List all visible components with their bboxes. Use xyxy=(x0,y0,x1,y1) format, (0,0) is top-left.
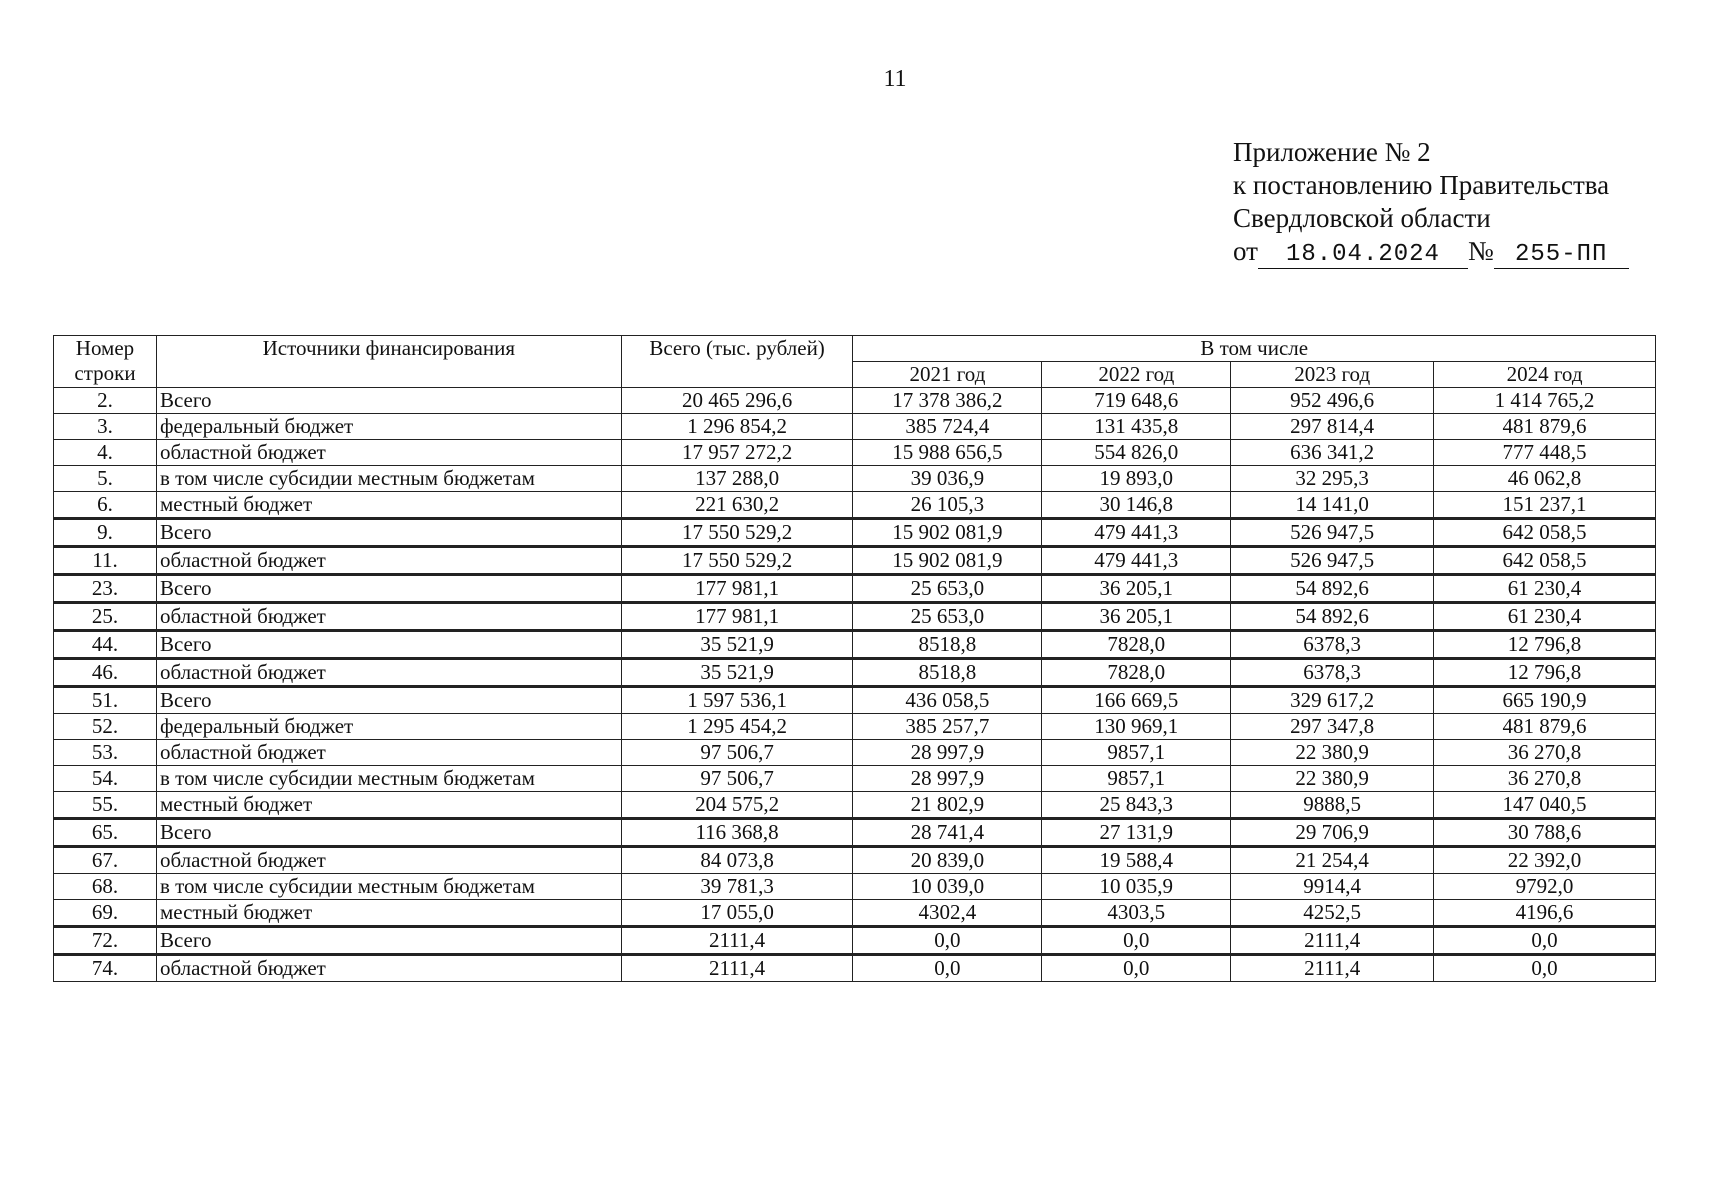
table-row xyxy=(54,519,1656,547)
value-2021: 28 997,9 xyxy=(853,740,1042,766)
value-2024: 4196,6 xyxy=(1434,900,1656,927)
row-number: 9. xyxy=(54,519,157,547)
total-value: 204 575,2 xyxy=(621,792,853,819)
value-2023: 14 141,0 xyxy=(1231,492,1434,519)
table-row xyxy=(54,819,1656,847)
value-2022: 7828,0 xyxy=(1042,631,1231,659)
source-name: областной бюджет xyxy=(156,440,621,466)
source-name: в том числе субсидии местным бюджетам xyxy=(156,466,621,492)
header-year-2021: 2021 год xyxy=(853,362,1042,388)
value-2022: 479 441,3 xyxy=(1042,519,1231,547)
row-number: 5. xyxy=(54,466,157,492)
source-name: Всего xyxy=(156,687,621,714)
value-2023: 9888,5 xyxy=(1231,792,1434,819)
source-name: местный бюджет xyxy=(156,900,621,927)
table-row xyxy=(54,714,1656,740)
source-name: Всего xyxy=(156,927,621,955)
value-2024: 12 796,8 xyxy=(1434,631,1656,659)
value-2021: 15 988 656,5 xyxy=(853,440,1042,466)
header-year-2023: 2023 год xyxy=(1231,362,1434,388)
value-2022: 30 146,8 xyxy=(1042,492,1231,519)
value-2024: 481 879,6 xyxy=(1434,714,1656,740)
source-name: областной бюджет xyxy=(156,547,621,575)
appendix-block xyxy=(1233,136,1629,269)
value-2023: 29 706,9 xyxy=(1231,819,1434,847)
row-number: 51. xyxy=(54,687,157,714)
value-2023: 6378,3 xyxy=(1231,659,1434,687)
table-row xyxy=(54,740,1656,766)
value-2021: 25 653,0 xyxy=(853,603,1042,631)
row-number: 52. xyxy=(54,714,157,740)
value-2021: 8518,8 xyxy=(853,631,1042,659)
row-number: 72. xyxy=(54,927,157,955)
header-total: Всего (тыс. рублей) xyxy=(621,336,853,388)
source-name: областной бюджет xyxy=(156,847,621,874)
value-2022: 19 893,0 xyxy=(1042,466,1231,492)
row-number: 44. xyxy=(54,631,157,659)
value-2022: 130 969,1 xyxy=(1042,714,1231,740)
value-2021: 385 257,7 xyxy=(853,714,1042,740)
total-value: 17 550 529,2 xyxy=(621,519,853,547)
value-2021: 385 724,4 xyxy=(853,414,1042,440)
total-value: 84 073,8 xyxy=(621,847,853,874)
value-2024: 1 414 765,2 xyxy=(1434,388,1656,414)
value-2022: 554 826,0 xyxy=(1042,440,1231,466)
value-2024: 22 392,0 xyxy=(1434,847,1656,874)
total-value: 1 597 536,1 xyxy=(621,687,853,714)
appendix-line-resolution: к постановлению Правительства xyxy=(1233,170,1610,200)
value-2024: 61 230,4 xyxy=(1434,575,1656,603)
row-number: 25. xyxy=(54,603,157,631)
value-2023: 636 341,2 xyxy=(1231,440,1434,466)
value-2023: 297 814,4 xyxy=(1231,414,1434,440)
total-value: 35 521,9 xyxy=(621,631,853,659)
value-2023: 526 947,5 xyxy=(1231,519,1434,547)
value-2022: 4303,5 xyxy=(1042,900,1231,927)
total-value: 116 368,8 xyxy=(621,819,853,847)
value-2023: 22 380,9 xyxy=(1231,766,1434,792)
value-2021: 436 058,5 xyxy=(853,687,1042,714)
value-2023: 2111,4 xyxy=(1231,927,1434,955)
appendix-date-number-line xyxy=(1233,235,1629,269)
source-name: в том числе субсидии местным бюджетам xyxy=(156,766,621,792)
value-2021: 0,0 xyxy=(853,955,1042,982)
value-2023: 526 947,5 xyxy=(1231,547,1434,575)
value-2024: 642 058,5 xyxy=(1434,519,1656,547)
table-row xyxy=(54,792,1656,819)
row-number: 4. xyxy=(54,440,157,466)
row-number: 23. xyxy=(54,575,157,603)
value-2024: 151 237,1 xyxy=(1434,492,1656,519)
value-2024: 36 270,8 xyxy=(1434,766,1656,792)
value-2022: 36 205,1 xyxy=(1042,603,1231,631)
table-row xyxy=(54,603,1656,631)
total-value: 97 506,7 xyxy=(621,766,853,792)
value-2024: 0,0 xyxy=(1434,955,1656,982)
source-name: Всего xyxy=(156,575,621,603)
value-2022: 131 435,8 xyxy=(1042,414,1231,440)
value-2022: 166 669,5 xyxy=(1042,687,1231,714)
row-number: 68. xyxy=(54,874,157,900)
value-2023: 329 617,2 xyxy=(1231,687,1434,714)
total-value: 177 981,1 xyxy=(621,575,853,603)
value-2021: 17 378 386,2 xyxy=(853,388,1042,414)
value-2023: 32 295,3 xyxy=(1231,466,1434,492)
value-2023: 2111,4 xyxy=(1231,955,1434,982)
value-2021: 39 036,9 xyxy=(853,466,1042,492)
value-2022: 7828,0 xyxy=(1042,659,1231,687)
total-value: 35 521,9 xyxy=(621,659,853,687)
source-name: Всего xyxy=(156,388,621,414)
source-name: в том числе субсидии местным бюджетам xyxy=(156,874,621,900)
total-value: 1 295 454,2 xyxy=(621,714,853,740)
table-row xyxy=(54,766,1656,792)
total-value: 17 055,0 xyxy=(621,900,853,927)
table-row xyxy=(54,900,1656,927)
row-number: 55. xyxy=(54,792,157,819)
value-2023: 22 380,9 xyxy=(1231,740,1434,766)
value-2024: 642 058,5 xyxy=(1434,547,1656,575)
source-name: областной бюджет xyxy=(156,659,621,687)
value-2024: 481 879,6 xyxy=(1434,414,1656,440)
table-row xyxy=(54,631,1656,659)
value-2024: 9792,0 xyxy=(1434,874,1656,900)
value-2023: 297 347,8 xyxy=(1231,714,1434,740)
value-2023: 54 892,6 xyxy=(1231,603,1434,631)
value-2024: 36 270,8 xyxy=(1434,740,1656,766)
value-2021: 15 902 081,9 xyxy=(853,519,1042,547)
source-name: Всего xyxy=(156,819,621,847)
value-2023: 9914,4 xyxy=(1231,874,1434,900)
resolution-date: 18.04.2024 xyxy=(1258,242,1468,269)
table-body xyxy=(54,388,1656,982)
value-2023: 952 496,6 xyxy=(1231,388,1434,414)
value-2024: 46 062,8 xyxy=(1434,466,1656,492)
row-number: 11. xyxy=(54,547,157,575)
value-2021: 25 653,0 xyxy=(853,575,1042,603)
value-2022: 25 843,3 xyxy=(1042,792,1231,819)
value-2021: 28 741,4 xyxy=(853,819,1042,847)
value-2022: 479 441,3 xyxy=(1042,547,1231,575)
table-row xyxy=(54,575,1656,603)
row-number: 65. xyxy=(54,819,157,847)
row-number: 74. xyxy=(54,955,157,982)
source-name: Всего xyxy=(156,519,621,547)
row-number: 3. xyxy=(54,414,157,440)
table-row xyxy=(54,388,1656,414)
value-2021: 0,0 xyxy=(853,927,1042,955)
source-name: областной бюджет xyxy=(156,740,621,766)
row-number: 53. xyxy=(54,740,157,766)
value-2024: 61 230,4 xyxy=(1434,603,1656,631)
financing-table xyxy=(53,335,1656,982)
value-2024: 665 190,9 xyxy=(1434,687,1656,714)
value-2022: 10 035,9 xyxy=(1042,874,1231,900)
source-name: местный бюджет xyxy=(156,492,621,519)
source-name: федеральный бюджет xyxy=(156,714,621,740)
total-value: 97 506,7 xyxy=(621,740,853,766)
value-2022: 719 648,6 xyxy=(1042,388,1231,414)
value-2021: 21 802,9 xyxy=(853,792,1042,819)
row-number: 54. xyxy=(54,766,157,792)
page-number: 11 xyxy=(883,66,907,92)
table-row xyxy=(54,955,1656,982)
total-value: 20 465 296,6 xyxy=(621,388,853,414)
number-prefix: № xyxy=(1467,236,1494,266)
table-row xyxy=(54,659,1656,687)
table-row xyxy=(54,847,1656,874)
row-number: 46. xyxy=(54,659,157,687)
header-year-2024: 2024 год xyxy=(1434,362,1656,388)
value-2021: 10 039,0 xyxy=(853,874,1042,900)
value-2021: 20 839,0 xyxy=(853,847,1042,874)
value-2021: 8518,8 xyxy=(853,659,1042,687)
value-2021: 26 105,3 xyxy=(853,492,1042,519)
date-prefix: от xyxy=(1233,236,1258,266)
value-2024: 12 796,8 xyxy=(1434,659,1656,687)
value-2024: 777 448,5 xyxy=(1434,440,1656,466)
source-name: Всего xyxy=(156,631,621,659)
row-number: 2. xyxy=(54,388,157,414)
resolution-number: 255-ПП xyxy=(1494,242,1629,269)
source-name: областной бюджет xyxy=(156,603,621,631)
value-2022: 0,0 xyxy=(1042,955,1231,982)
row-number: 67. xyxy=(54,847,157,874)
value-2022: 9857,1 xyxy=(1042,766,1231,792)
total-value: 221 630,2 xyxy=(621,492,853,519)
row-number: 6. xyxy=(54,492,157,519)
header-source: Источники финансирования xyxy=(156,336,621,388)
value-2021: 28 997,9 xyxy=(853,766,1042,792)
appendix-title: Приложение № 2 xyxy=(1233,137,1431,167)
header-year-2022: 2022 год xyxy=(1042,362,1231,388)
value-2021: 4302,4 xyxy=(853,900,1042,927)
value-2021: 15 902 081,9 xyxy=(853,547,1042,575)
appendix-line-region: Свердловской области xyxy=(1233,203,1491,233)
table-row xyxy=(54,927,1656,955)
table-row xyxy=(54,414,1656,440)
total-value: 17 957 272,2 xyxy=(621,440,853,466)
total-value: 177 981,1 xyxy=(621,603,853,631)
row-number: 69. xyxy=(54,900,157,927)
value-2023: 54 892,6 xyxy=(1231,575,1434,603)
header-including: В том числе xyxy=(853,336,1656,362)
value-2023: 21 254,4 xyxy=(1231,847,1434,874)
value-2024: 30 788,6 xyxy=(1434,819,1656,847)
value-2022: 36 205,1 xyxy=(1042,575,1231,603)
table-row xyxy=(54,466,1656,492)
total-value: 17 550 529,2 xyxy=(621,547,853,575)
value-2024: 0,0 xyxy=(1434,927,1656,955)
total-value: 1 296 854,2 xyxy=(621,414,853,440)
table-row xyxy=(54,687,1656,714)
value-2022: 19 588,4 xyxy=(1042,847,1231,874)
table-row xyxy=(54,547,1656,575)
value-2024: 147 040,5 xyxy=(1434,792,1656,819)
source-name: местный бюджет xyxy=(156,792,621,819)
value-2022: 9857,1 xyxy=(1042,740,1231,766)
table-row xyxy=(54,492,1656,519)
value-2022: 27 131,9 xyxy=(1042,819,1231,847)
source-name: федеральный бюджет xyxy=(156,414,621,440)
value-2023: 4252,5 xyxy=(1231,900,1434,927)
header-row-number: Номер строки xyxy=(54,336,157,388)
total-value: 137 288,0 xyxy=(621,466,853,492)
table-row xyxy=(54,874,1656,900)
value-2023: 6378,3 xyxy=(1231,631,1434,659)
total-value: 2111,4 xyxy=(621,927,853,955)
table-row xyxy=(54,440,1656,466)
total-value: 2111,4 xyxy=(621,955,853,982)
value-2022: 0,0 xyxy=(1042,927,1231,955)
source-name: областной бюджет xyxy=(156,955,621,982)
total-value: 39 781,3 xyxy=(621,874,853,900)
